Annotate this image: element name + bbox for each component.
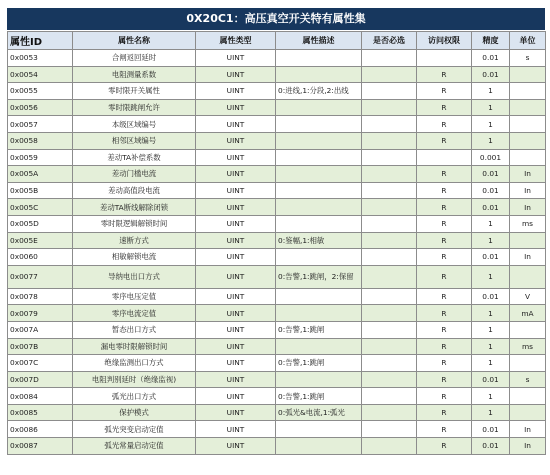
cell-id: 0x0057: [8, 116, 73, 133]
cell-access: R: [417, 182, 472, 199]
cell-required: [362, 388, 417, 405]
cell-id: 0x0087: [8, 438, 73, 455]
cell-precision: 0.01: [472, 199, 510, 216]
cell-type: UINT: [196, 215, 276, 232]
cell-required: [362, 50, 417, 67]
cell-desc: [276, 215, 362, 232]
cell-access: R: [417, 371, 472, 388]
cell-access: R: [417, 66, 472, 83]
cell-precision: 1: [472, 83, 510, 100]
cell-access: R: [417, 305, 472, 322]
cell-id: 0x0085: [8, 404, 73, 421]
cell-unit: In: [510, 166, 546, 183]
cell-type: UINT: [196, 305, 276, 322]
cell-precision: 1: [472, 265, 510, 288]
cell-name: 差动TA补偿系数: [73, 149, 196, 166]
cell-desc: 0:告警,1:跳闸，2:保留: [276, 265, 362, 288]
cell-type: UINT: [196, 371, 276, 388]
cell-name: 漏电零时限解锁时间: [73, 338, 196, 355]
cell-required: [362, 116, 417, 133]
header-id: 属性ID: [8, 32, 73, 50]
cell-name: 差动TA断线解除闭锁: [73, 199, 196, 216]
table-row: [8, 83, 546, 100]
cell-precision: 0.01: [472, 421, 510, 438]
cell-unit: In: [510, 249, 546, 266]
cell-unit: ms: [510, 338, 546, 355]
table-row: [8, 116, 546, 133]
cell-access: R: [417, 288, 472, 305]
table-row: [8, 421, 546, 438]
cell-unit: [510, 265, 546, 288]
cell-access: R: [417, 321, 472, 338]
cell-unit: In: [510, 421, 546, 438]
cell-access: R: [417, 355, 472, 372]
cell-desc: 0:进线,1:分段,2:出线: [276, 83, 362, 100]
header-required: 是否必选: [362, 32, 417, 50]
cell-name: 保护模式: [73, 404, 196, 421]
cell-name: 弧光常量启动定值: [73, 438, 196, 455]
cell-name: 零时限跳闸允许: [73, 99, 196, 116]
cell-id: 0x0078: [8, 288, 73, 305]
cell-precision: 0.01: [472, 50, 510, 67]
cell-type: UINT: [196, 421, 276, 438]
cell-id: 0x005E: [8, 232, 73, 249]
cell-required: [362, 83, 417, 100]
table-row: [8, 232, 546, 249]
cell-required: [362, 404, 417, 421]
table-title: 0X20C1：高压真空开关特有属性集: [7, 8, 545, 30]
cell-unit: [510, 83, 546, 100]
cell-id: 0x005A: [8, 166, 73, 183]
cell-access: R: [417, 215, 472, 232]
cell-access: R: [417, 99, 472, 116]
cell-id: 0x0056: [8, 99, 73, 116]
cell-desc: [276, 438, 362, 455]
cell-unit: [510, 99, 546, 116]
cell-id: 0x007D: [8, 371, 73, 388]
cell-desc: [276, 132, 362, 149]
cell-name: 相敏解锁电流: [73, 249, 196, 266]
table-row: [8, 265, 546, 288]
cell-required: [362, 182, 417, 199]
cell-desc: 0:鉴幅,1:相敏: [276, 232, 362, 249]
cell-id: 0x0077: [8, 265, 73, 288]
table-row: [8, 404, 546, 421]
cell-precision: 0.01: [472, 66, 510, 83]
cell-name: 零序电压定值: [73, 288, 196, 305]
cell-precision: 0.01: [472, 166, 510, 183]
cell-name: 零时限开关属性: [73, 83, 196, 100]
cell-type: UINT: [196, 321, 276, 338]
cell-type: UINT: [196, 338, 276, 355]
cell-name: 差动门槛电流: [73, 166, 196, 183]
cell-access: R: [417, 232, 472, 249]
cell-required: [362, 232, 417, 249]
cell-unit: [510, 66, 546, 83]
cell-precision: 1: [472, 388, 510, 405]
table-row: [8, 288, 546, 305]
cell-type: UINT: [196, 199, 276, 216]
cell-precision: 0.01: [472, 249, 510, 266]
cell-name: 零序电流定值: [73, 305, 196, 322]
cell-unit: [510, 321, 546, 338]
cell-precision: 0.01: [472, 371, 510, 388]
cell-required: [362, 149, 417, 166]
cell-name: 导纳电出口方式: [73, 265, 196, 288]
cell-type: UINT: [196, 288, 276, 305]
cell-required: [362, 215, 417, 232]
cell-type: UINT: [196, 355, 276, 372]
cell-unit: [510, 404, 546, 421]
cell-unit: [510, 355, 546, 372]
cell-desc: [276, 149, 362, 166]
table-row: [8, 355, 546, 372]
cell-id: 0x0055: [8, 83, 73, 100]
cell-type: UINT: [196, 404, 276, 421]
table-row: [8, 438, 546, 455]
cell-id: 0x0053: [8, 50, 73, 67]
cell-desc: [276, 166, 362, 183]
cell-type: UINT: [196, 149, 276, 166]
table-row: [8, 215, 546, 232]
cell-desc: 0:告警,1:跳闸: [276, 388, 362, 405]
cell-name: 暂态出口方式: [73, 321, 196, 338]
cell-precision: 0.01: [472, 288, 510, 305]
cell-required: [362, 305, 417, 322]
cell-required: [362, 421, 417, 438]
attribute-table: [7, 31, 546, 455]
cell-required: [362, 371, 417, 388]
cell-required: [362, 249, 417, 266]
cell-name: 差动高值段电流: [73, 182, 196, 199]
cell-id: 0x005D: [8, 215, 73, 232]
cell-id: 0x005C: [8, 199, 73, 216]
cell-unit: s: [510, 50, 546, 67]
cell-precision: 0.01: [472, 182, 510, 199]
cell-desc: [276, 66, 362, 83]
cell-type: UINT: [196, 265, 276, 288]
table-row: [8, 321, 546, 338]
cell-precision: 0.01: [472, 438, 510, 455]
cell-id: 0x005B: [8, 182, 73, 199]
cell-id: 0x0059: [8, 149, 73, 166]
cell-id: 0x0058: [8, 132, 73, 149]
cell-unit: [510, 388, 546, 405]
cell-id: 0x007C: [8, 355, 73, 372]
cell-desc: 0:告警,1:跳闸: [276, 355, 362, 372]
cell-access: [417, 149, 472, 166]
cell-desc: [276, 305, 362, 322]
header-type: 属性类型: [196, 32, 276, 50]
cell-desc: [276, 99, 362, 116]
cell-precision: 1: [472, 132, 510, 149]
header-precision: 精度: [472, 32, 510, 50]
cell-desc: [276, 116, 362, 133]
cell-type: UINT: [196, 83, 276, 100]
cell-type: UINT: [196, 166, 276, 183]
table-body: [8, 50, 546, 455]
cell-type: UINT: [196, 249, 276, 266]
table-row: [8, 249, 546, 266]
cell-desc: [276, 50, 362, 67]
cell-id: 0x007B: [8, 338, 73, 355]
cell-id: 0x0060: [8, 249, 73, 266]
table-row: [8, 99, 546, 116]
cell-access: R: [417, 199, 472, 216]
table-header-row: [8, 32, 546, 50]
table-row: [8, 199, 546, 216]
cell-precision: 1: [472, 338, 510, 355]
cell-precision: 1: [472, 215, 510, 232]
header-unit: 单位: [510, 32, 546, 50]
table-row: [8, 305, 546, 322]
cell-required: [362, 199, 417, 216]
cell-id: 0x0084: [8, 388, 73, 405]
cell-unit: s: [510, 371, 546, 388]
cell-name: 本级区域编号: [73, 116, 196, 133]
cell-unit: ms: [510, 215, 546, 232]
cell-precision: 1: [472, 232, 510, 249]
table-row: [8, 166, 546, 183]
table-row: [8, 50, 546, 67]
cell-type: UINT: [196, 66, 276, 83]
cell-type: UINT: [196, 388, 276, 405]
cell-access: R: [417, 388, 472, 405]
table-row: [8, 338, 546, 355]
cell-desc: 0:弧光&电流,1:弧光: [276, 404, 362, 421]
cell-name: 电阻判别延时（绝缘监视): [73, 371, 196, 388]
cell-required: [362, 438, 417, 455]
cell-type: UINT: [196, 232, 276, 249]
cell-desc: [276, 249, 362, 266]
cell-access: R: [417, 83, 472, 100]
cell-unit: V: [510, 288, 546, 305]
cell-required: [362, 99, 417, 116]
cell-required: [362, 321, 417, 338]
cell-access: R: [417, 438, 472, 455]
cell-desc: 0:告警,1:跳闸: [276, 321, 362, 338]
cell-type: UINT: [196, 50, 276, 67]
table-row: [8, 182, 546, 199]
cell-name: 相邻区域编号: [73, 132, 196, 149]
cell-precision: 1: [472, 305, 510, 322]
cell-precision: 1: [472, 321, 510, 338]
cell-unit: In: [510, 199, 546, 216]
table-row: [8, 388, 546, 405]
table-row: [8, 371, 546, 388]
cell-precision: 0.001: [472, 149, 510, 166]
cell-name: 绝缘监测出口方式: [73, 355, 196, 372]
cell-desc: [276, 371, 362, 388]
cell-access: R: [417, 166, 472, 183]
cell-desc: [276, 338, 362, 355]
cell-unit: [510, 149, 546, 166]
cell-unit: [510, 116, 546, 133]
cell-required: [362, 355, 417, 372]
cell-name: 零时限逻辑解锁时间: [73, 215, 196, 232]
cell-unit: In: [510, 182, 546, 199]
cell-desc: [276, 182, 362, 199]
cell-unit: In: [510, 438, 546, 455]
cell-access: R: [417, 404, 472, 421]
cell-required: [362, 66, 417, 83]
cell-required: [362, 288, 417, 305]
cell-name: 电阻测量系数: [73, 66, 196, 83]
cell-desc: [276, 199, 362, 216]
cell-type: UINT: [196, 99, 276, 116]
cell-access: R: [417, 265, 472, 288]
cell-id: 0x0086: [8, 421, 73, 438]
cell-precision: 1: [472, 355, 510, 372]
cell-precision: 1: [472, 99, 510, 116]
cell-type: UINT: [196, 438, 276, 455]
cell-unit: [510, 232, 546, 249]
cell-required: [362, 265, 417, 288]
cell-id: 0x0079: [8, 305, 73, 322]
cell-desc: [276, 288, 362, 305]
cell-access: R: [417, 116, 472, 133]
cell-type: UINT: [196, 182, 276, 199]
cell-required: [362, 132, 417, 149]
cell-name: 弧光突变启动定值: [73, 421, 196, 438]
cell-name: 合闸返回延时: [73, 50, 196, 67]
cell-type: UINT: [196, 132, 276, 149]
cell-precision: 1: [472, 116, 510, 133]
cell-unit: mA: [510, 305, 546, 322]
table-row: [8, 149, 546, 166]
cell-id: 0x007A: [8, 321, 73, 338]
cell-required: [362, 338, 417, 355]
header-name: 属性名称: [73, 32, 196, 50]
cell-access: R: [417, 421, 472, 438]
cell-access: R: [417, 338, 472, 355]
table-row: [8, 66, 546, 83]
header-desc: 属性描述: [276, 32, 362, 50]
cell-id: 0x0054: [8, 66, 73, 83]
cell-unit: [510, 132, 546, 149]
cell-access: R: [417, 132, 472, 149]
cell-access: [417, 50, 472, 67]
table-row: [8, 132, 546, 149]
cell-name: 速断方式: [73, 232, 196, 249]
cell-desc: [276, 421, 362, 438]
cell-access: R: [417, 249, 472, 266]
cell-precision: 1: [472, 404, 510, 421]
cell-type: UINT: [196, 116, 276, 133]
cell-name: 弧光出口方式: [73, 388, 196, 405]
cell-required: [362, 166, 417, 183]
header-access: 访问权限: [417, 32, 472, 50]
